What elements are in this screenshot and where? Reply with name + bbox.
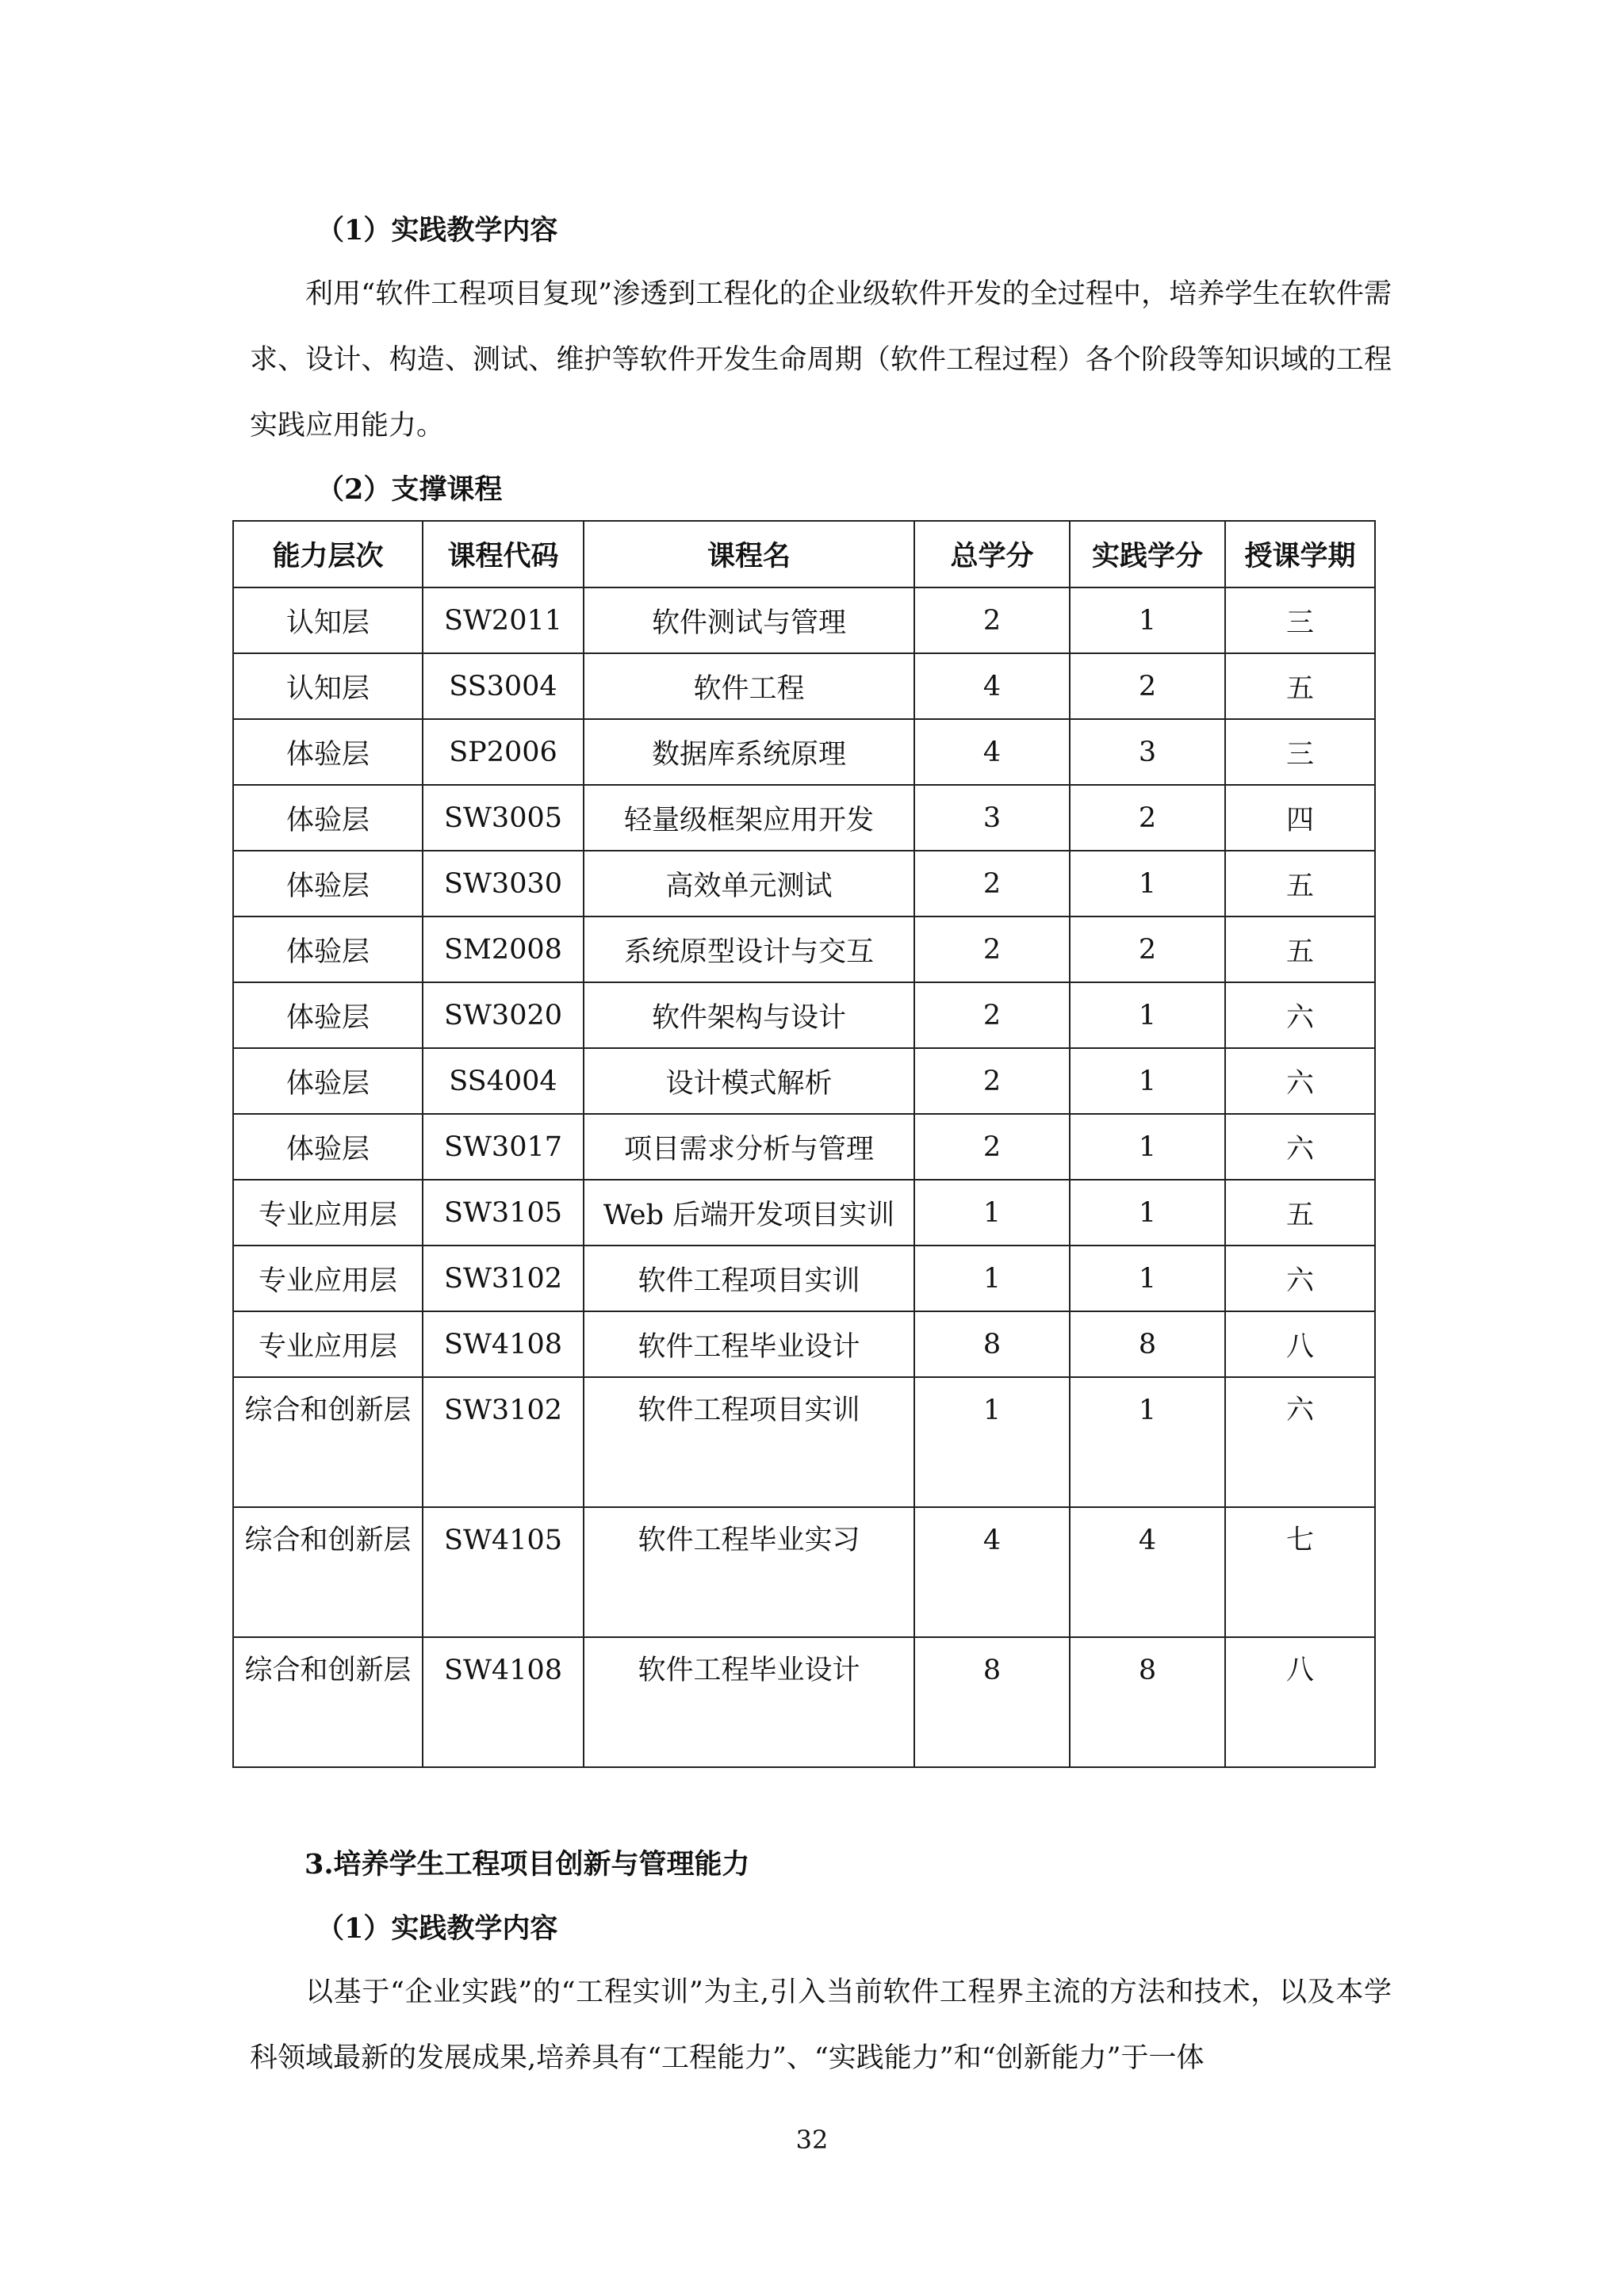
cell-ability-level: 体验层 — [233, 851, 423, 916]
cell-total-credits: 2 — [914, 982, 1070, 1048]
cell-semester: 五 — [1225, 1180, 1375, 1246]
cell-practice-credits: 1 — [1070, 982, 1225, 1048]
cell-total-credits: 2 — [914, 1048, 1070, 1114]
table-row — [233, 982, 1375, 1048]
header-course-name: 课程名 — [584, 521, 914, 587]
table-body — [233, 587, 1375, 1767]
cell-semester: 三 — [1225, 587, 1375, 653]
cell-practice-credits: 1 — [1070, 851, 1225, 916]
cell-course-name: 软件工程项目实训 — [584, 1377, 914, 1507]
cell-course-name: 设计模式解析 — [584, 1048, 914, 1114]
header-practice-credits: 实践学分 — [1070, 521, 1225, 587]
table-row — [233, 1507, 1375, 1637]
cell-semester: 四 — [1225, 785, 1375, 851]
cell-course-name: 软件测试与管理 — [584, 587, 914, 653]
table-row — [233, 1637, 1375, 1767]
cell-course-code: SW3005 — [423, 785, 584, 851]
cell-semester: 六 — [1225, 1246, 1375, 1311]
table-row — [233, 1048, 1375, 1114]
cell-ability-level: 综合和创新层 — [233, 1377, 423, 1507]
section-heading-practice-content: （1）实践教学内容 — [316, 214, 558, 247]
cell-course-code: SW4105 — [423, 1507, 584, 1637]
innovation-paragraph: 以基于“企业实践”的“工程实训”为主,引入当前软件工程界主流的方法和技术，以及本学科领域最新的发展成果,培养具有“工程能力”、“实践能力”和“创新能力”于一体 — [250, 1976, 1392, 2074]
table-row — [233, 916, 1375, 982]
table-row — [233, 1377, 1375, 1507]
cell-ability-level: 体验层 — [233, 1048, 423, 1114]
practice-content-paragraph: 利用“软件工程项目复现”渗透到工程化的企业级软件开发的全过程中，培养学生在软件需求、设计、构造、测试、维护等软件开发生命周期（软件工程过程）各个阶段等知识域的工程实践应用能力。 — [250, 278, 1392, 442]
cell-practice-credits: 2 — [1070, 916, 1225, 982]
cell-semester: 八 — [1225, 1637, 1375, 1767]
cell-course-name: 软件架构与设计 — [584, 982, 914, 1048]
table-header-row — [233, 521, 1375, 587]
cell-course-code: SS3004 — [423, 653, 584, 719]
cell-total-credits: 2 — [914, 587, 1070, 653]
cell-ability-level: 专业应用层 — [233, 1311, 423, 1377]
cell-course-name: 软件工程毕业设计 — [584, 1311, 914, 1377]
table-row — [233, 719, 1375, 785]
cell-course-code: SS4004 — [423, 1048, 584, 1114]
table-row — [233, 1311, 1375, 1377]
cell-course-name: 轻量级框架应用开发 — [584, 785, 914, 851]
cell-total-credits: 4 — [914, 719, 1070, 785]
cell-ability-level: 体验层 — [233, 982, 423, 1048]
cell-course-code: SW3030 — [423, 851, 584, 916]
cell-ability-level: 认知层 — [233, 653, 423, 719]
cell-total-credits: 4 — [914, 653, 1070, 719]
table-row — [233, 851, 1375, 916]
cell-total-credits: 8 — [914, 1637, 1070, 1767]
cell-practice-credits: 2 — [1070, 653, 1225, 719]
cell-total-credits: 2 — [914, 916, 1070, 982]
cell-course-code: SW4108 — [423, 1311, 584, 1377]
cell-semester: 六 — [1225, 1377, 1375, 1507]
header-course-code: 课程代码 — [423, 521, 584, 587]
cell-total-credits: 4 — [914, 1507, 1070, 1637]
cell-course-code: SW3102 — [423, 1377, 584, 1507]
header-semester: 授课学期 — [1225, 521, 1375, 587]
cell-course-code: SW3105 — [423, 1180, 584, 1246]
cell-practice-credits: 3 — [1070, 719, 1225, 785]
cell-practice-credits: 8 — [1070, 1311, 1225, 1377]
table-row — [233, 587, 1375, 653]
cell-course-name: 软件工程毕业设计 — [584, 1637, 914, 1767]
cell-practice-credits: 1 — [1070, 1246, 1225, 1311]
cell-ability-level: 综合和创新层 — [233, 1637, 423, 1767]
cell-course-name: 系统原型设计与交互 — [584, 916, 914, 982]
cell-total-credits: 3 — [914, 785, 1070, 851]
cell-ability-level: 体验层 — [233, 916, 423, 982]
cell-semester: 三 — [1225, 719, 1375, 785]
table-row — [233, 785, 1375, 851]
cell-course-name: 软件工程毕业实习 — [584, 1507, 914, 1637]
cell-total-credits: 1 — [914, 1246, 1070, 1311]
cell-course-name: Web 后端开发项目实训 — [584, 1180, 914, 1246]
cell-semester: 五 — [1225, 653, 1375, 719]
cell-semester: 五 — [1225, 916, 1375, 982]
cell-practice-credits: 1 — [1070, 1377, 1225, 1507]
cell-ability-level: 体验层 — [233, 719, 423, 785]
cell-semester: 五 — [1225, 851, 1375, 916]
cell-total-credits: 8 — [914, 1311, 1070, 1377]
cell-ability-level: 认知层 — [233, 587, 423, 653]
cell-ability-level: 专业应用层 — [233, 1246, 423, 1311]
cell-practice-credits: 1 — [1070, 1048, 1225, 1114]
cell-ability-level: 综合和创新层 — [233, 1507, 423, 1637]
cell-semester: 七 — [1225, 1507, 1375, 1637]
cell-semester: 八 — [1225, 1311, 1375, 1377]
cell-course-code: SW3102 — [423, 1246, 584, 1311]
cell-semester: 六 — [1225, 1114, 1375, 1180]
cell-course-code: SW3017 — [423, 1114, 584, 1180]
table-row — [233, 1114, 1375, 1180]
cell-course-code: SW4108 — [423, 1637, 584, 1767]
header-total-credits: 总学分 — [914, 521, 1070, 587]
cell-practice-credits: 2 — [1070, 785, 1225, 851]
page-number: 32 — [795, 2125, 829, 2155]
cell-ability-level: 专业应用层 — [233, 1180, 423, 1246]
cell-ability-level: 体验层 — [233, 1114, 423, 1180]
section-heading-innovation-management: 3.培养学生工程项目创新与管理能力 — [304, 1848, 750, 1881]
cell-course-name: 数据库系统原理 — [584, 719, 914, 785]
cell-course-code: SW2011 — [423, 587, 584, 653]
cell-total-credits: 2 — [914, 851, 1070, 916]
cell-course-code: SP2006 — [423, 719, 584, 785]
cell-practice-credits: 1 — [1070, 1114, 1225, 1180]
cell-practice-credits: 4 — [1070, 1507, 1225, 1637]
header-ability-level: 能力层次 — [233, 521, 423, 587]
cell-practice-credits: 1 — [1070, 1180, 1225, 1246]
cell-course-name: 软件工程项目实训 — [584, 1246, 914, 1311]
cell-total-credits: 1 — [914, 1377, 1070, 1507]
section-heading-supporting-courses: （2）支撑课程 — [316, 473, 503, 506]
cell-course-name: 高效单元测试 — [584, 851, 914, 916]
table-row — [233, 1180, 1375, 1246]
cell-ability-level: 体验层 — [233, 785, 423, 851]
cell-semester: 六 — [1225, 1048, 1375, 1114]
table-row — [233, 1246, 1375, 1311]
cell-semester: 六 — [1225, 982, 1375, 1048]
cell-total-credits: 2 — [914, 1114, 1070, 1180]
cell-course-name: 项目需求分析与管理 — [584, 1114, 914, 1180]
cell-course-code: SW3020 — [423, 982, 584, 1048]
cell-practice-credits: 1 — [1070, 587, 1225, 653]
cell-course-name: 软件工程 — [584, 653, 914, 719]
table-row — [233, 653, 1375, 719]
cell-total-credits: 1 — [914, 1180, 1070, 1246]
cell-course-code: SM2008 — [423, 916, 584, 982]
section-subheading-practice-content: （1）实践教学内容 — [316, 1912, 558, 1945]
cell-practice-credits: 8 — [1070, 1637, 1225, 1767]
course-table — [232, 520, 1376, 1768]
